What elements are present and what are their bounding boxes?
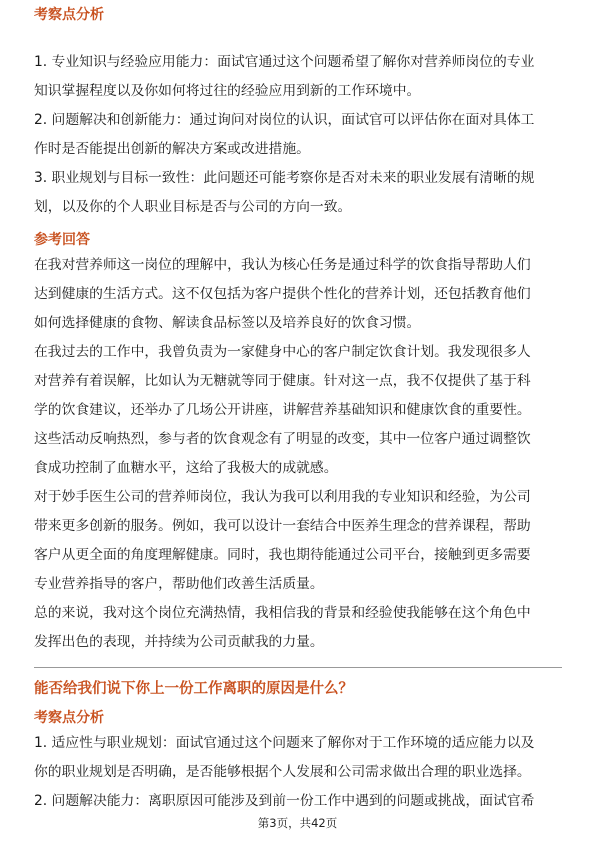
analysis-item-3: 3. 职业规划与目标一致性：此问题还可能考察你是否对未来的职业发展有清晰的规 划，以及你的个人职业目标是否与公司的方向一致。 [34,170,535,215]
answer-paragraph-2: 在我过去的工作中，我曾负责为一家健身中心的客户制定饮食计划。我发现很多人 对营养有着误解，比如认为无糖就等同于健康。针对这一点，我不仅提供了基于科 学的饮食建议，还举办了几场公开讲座，讲解营养基础知识和健康饮食的重要性。 这些活动反响热烈，参与者的饮食观念有了明显的改变，其中一位客户通过调整饮 食成功控制了血糖水平，这给了我极大的成就感。 [34,344,531,476]
analysis-item-2: 2. 问题解决和创新能力：通过询问对岗位的认识，面试官可以评估你在面对具体工 作时是否能提出创新的解决方案或改进措施。 [34,112,535,157]
section-heading: 考察点分析 [34,710,104,726]
page-number: 第3页，共42页 [257,816,338,830]
question-title: 能否给我们说下你上一份工作离职的原因是什么？ [34,681,353,697]
answer-paragraph-4: 总的来说，我对这个岗位充满热情，我相信我的背景和经验使我能够在这个角色中 发挥出色的表现，并持续为公司贡献我的力量。 [34,605,531,650]
analysis-item-2: 2. 问题解决能力：离职原因可能涉及到前一份工作中遇到的问题或挑战，面试官希 [34,793,535,809]
answer-paragraph-3: 对于妙手医生公司的营养师岗位，我认为我可以利用我的专业知识和经验，为公司 带来更多创新的服务。例如，我可以设计一套结合中医养生理念的营养课程，帮助 客户从更全面的角度理解健康。同时，我也期待能通过公司平台，接触到更多需要 专业营养指导的客户，帮助他们改善生活质量。 [34,489,531,592]
section-heading: 考察点分析 [34,7,104,23]
analysis-item-1: 1. 专业知识与经验应用能力：面试官通过这个问题希望了解你对营养师岗位的专业 知识掌握程度以及你如何将过往的经验应用到新的工作环境中。 [34,54,535,99]
section-heading: 参考回答 [34,232,90,248]
analysis-item-1: 1. 适应性与职业规划：面试官通过这个问题来了解你对于工作环境的适应能力以及 你的职业规划是否明确，是否能够根据个人发展和公司需求做出合理的职业选择。 [34,735,535,780]
section-divider [34,667,562,668]
answer-paragraph-1: 在我对营养师这一岗位的理解中，我认为核心任务是通过科学的饮食指导帮助人们 达到健康的生活方式。这不仅包括为客户提供个性化的营养计划，还包括教育他们 如何选择健康的食物、解读食品标签以及培养良好的饮食习惯。 [34,257,531,331]
